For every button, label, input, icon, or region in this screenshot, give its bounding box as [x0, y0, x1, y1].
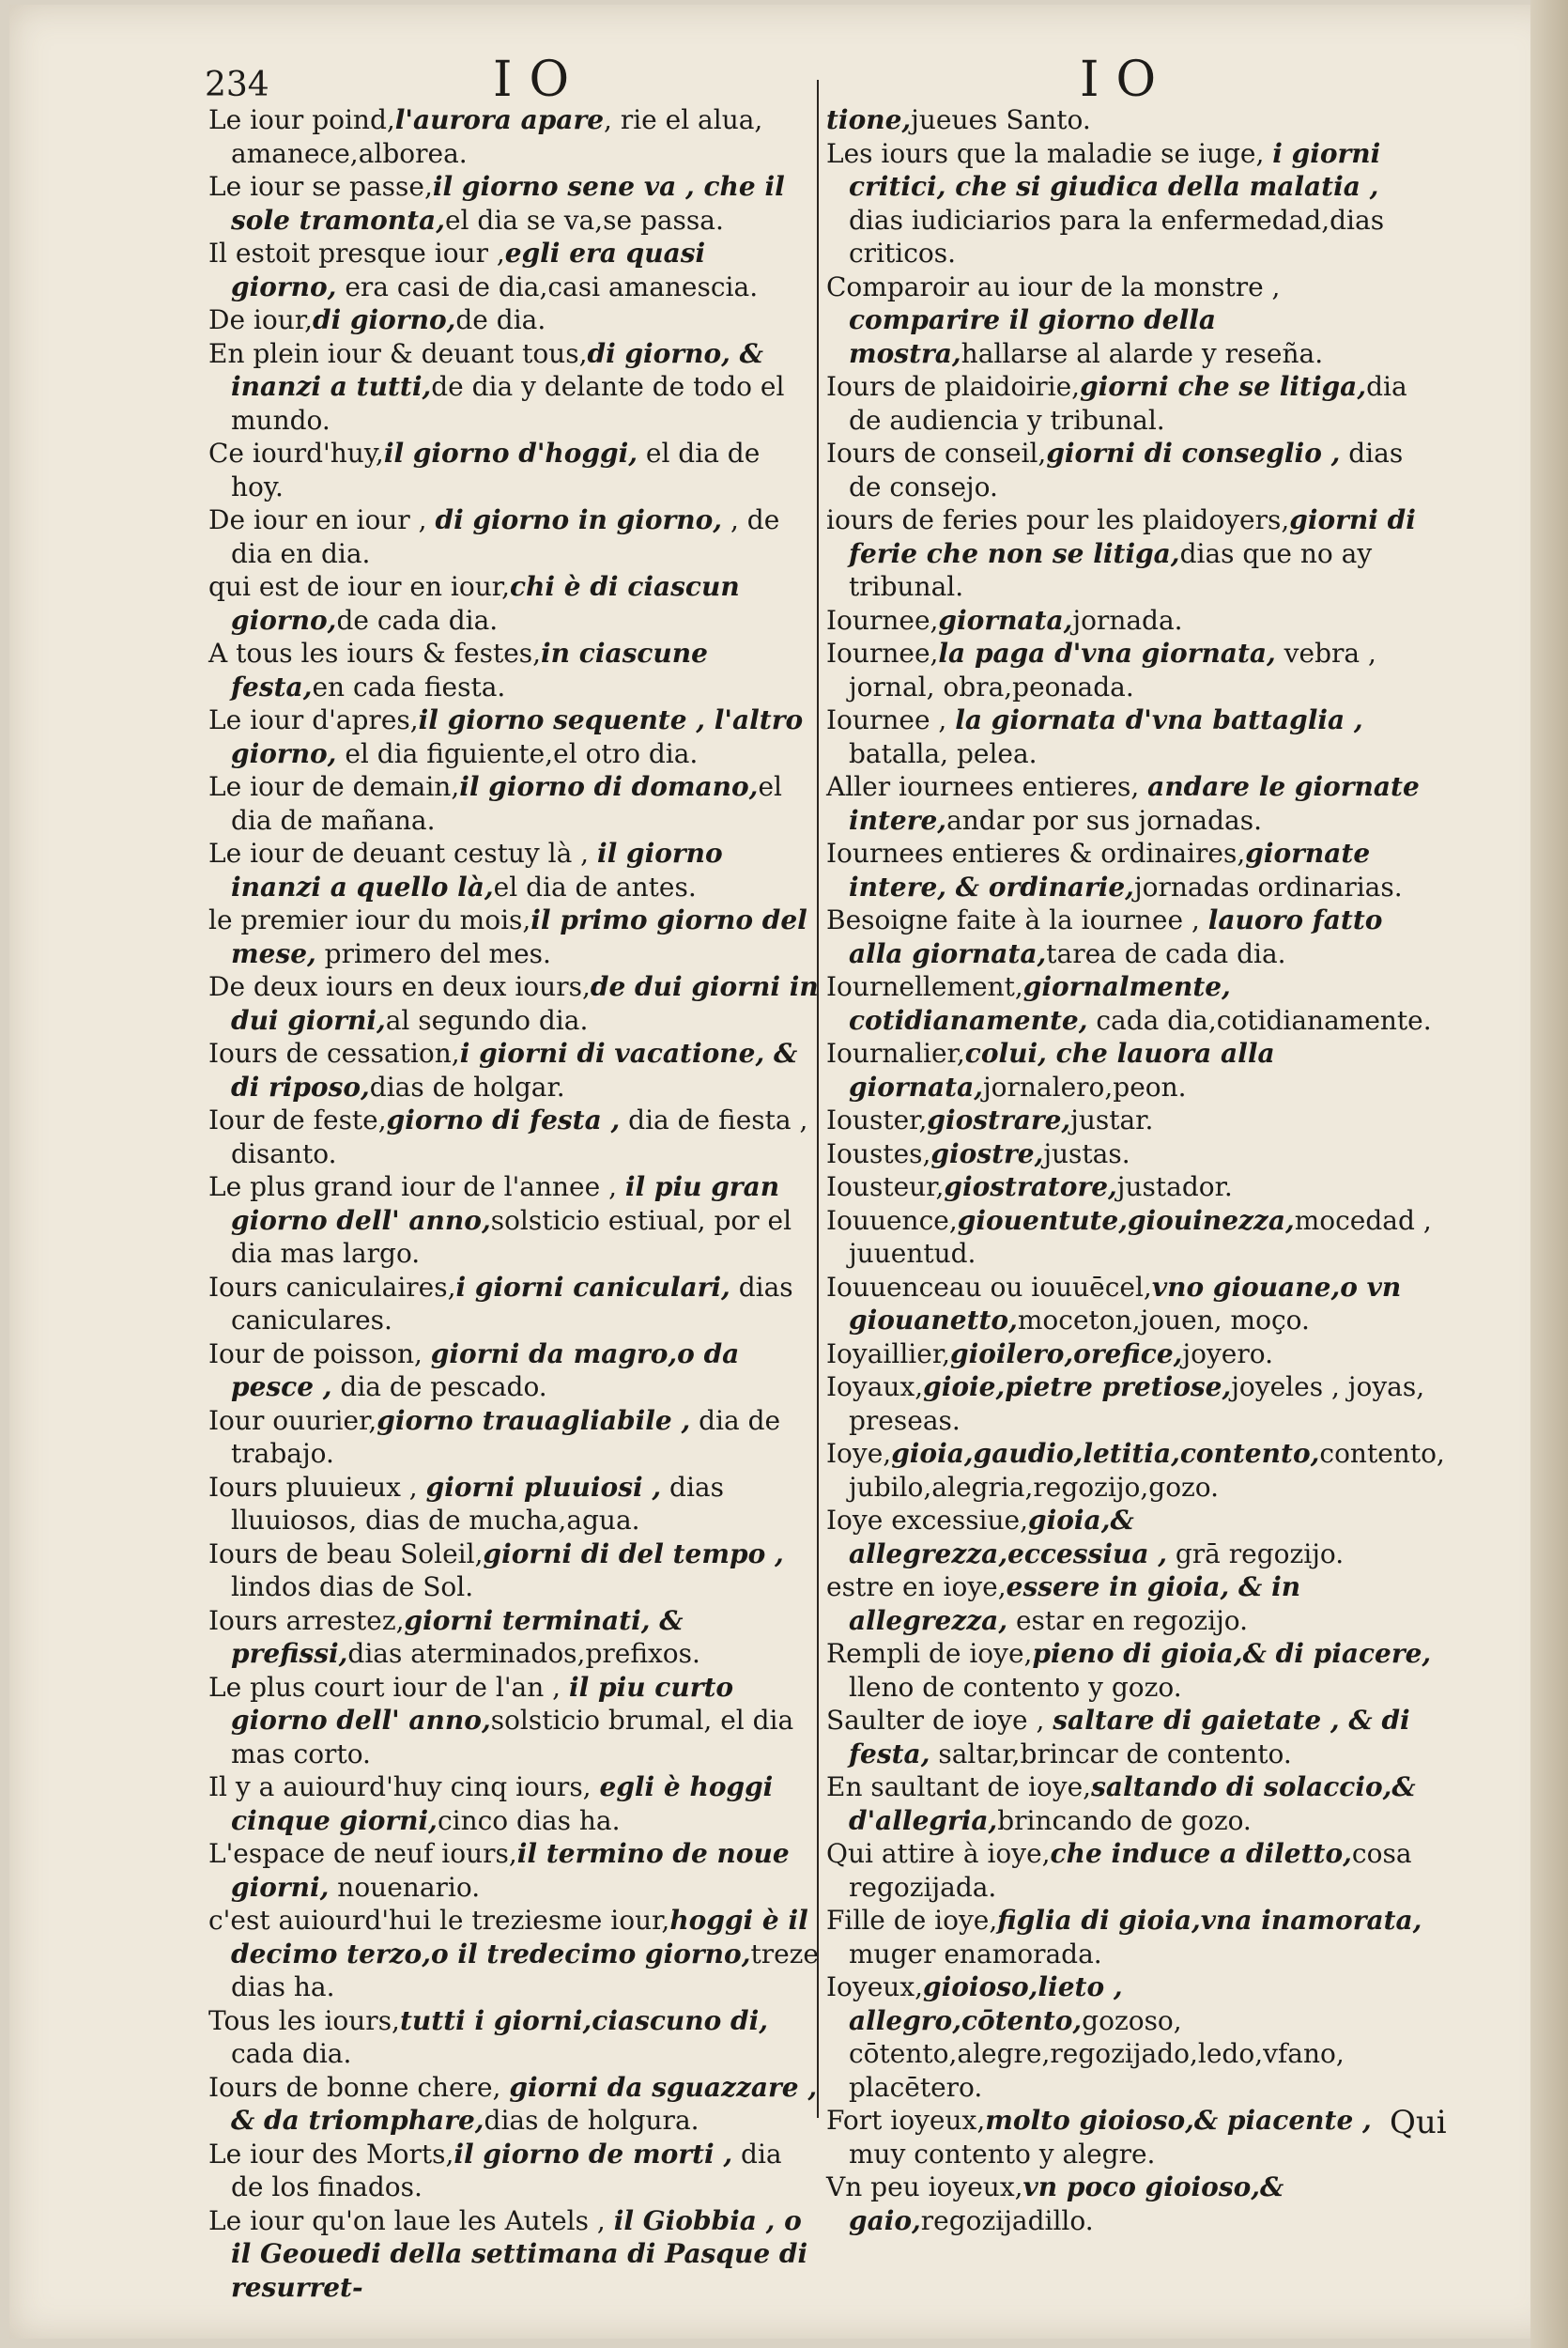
entry-headword: Iournee ,	[826, 704, 956, 735]
entry-italian: tutti i giorni,ciascuno di,	[399, 2004, 769, 2036]
dictionary-entry	[208, 1537, 819, 1604]
entry-spanish: cada dia.	[231, 2038, 352, 2069]
entry-spanish: dias lluuiosos, dias de mucha,agua.	[231, 1471, 724, 1536]
entry-spanish: dia de fiesta , disanto.	[231, 1104, 808, 1169]
entry-headword: qui est de iour en iour,	[208, 571, 510, 602]
dictionary-entry	[826, 503, 1437, 604]
entry-headword: Iour ouurier,	[208, 1404, 377, 1436]
entry-headword: Besoigne faite à la iournee ,	[826, 904, 1208, 935]
dictionary-entry	[826, 1271, 1437, 1337]
entry-spanish: dias aterminados,prefixos.	[347, 1638, 700, 1669]
dictionary-entry	[208, 103, 819, 170]
entry-spanish: dia de los finados.	[231, 2138, 782, 2202]
entry-headword: Iournee,	[826, 638, 939, 669]
dictionary-entry	[826, 1637, 1437, 1704]
entry-spanish: estar en regozijo.	[1007, 1604, 1249, 1636]
dictionary-entry	[826, 2170, 1437, 2237]
entry-spanish: el dia se va,se passa.	[444, 204, 724, 236]
dictionary-entry	[208, 1904, 819, 2004]
entry-italian: lauoro fatto alla giornata,	[849, 904, 1383, 969]
dictionary-entry	[208, 1671, 819, 1771]
entry-headword: Iouuenceau ou iouuēcel,	[826, 1271, 1152, 1303]
entry-italian: colui, che lauora alla giornata,	[849, 1038, 1275, 1103]
dictionary-entry	[208, 1471, 819, 1537]
entry-headword: Le iour qu'on laue les Autels ,	[208, 2204, 614, 2236]
dictionary-entry	[208, 770, 819, 837]
entry-italian: chi è di ciascun giorno,	[231, 571, 740, 636]
entry-spanish: solsticio estiual, por el dia mas largo.	[231, 1204, 792, 1269]
dictionary-entry	[826, 904, 1437, 970]
entry-headword: Ioyaillier,	[826, 1337, 951, 1369]
entry-spanish: saltar,brincar de contento.	[930, 1738, 1292, 1769]
dictionary-entry	[826, 703, 1437, 770]
dictionary-entry	[826, 1770, 1437, 1837]
entry-spanish: brincando de gozo.	[997, 1804, 1252, 1836]
dictionary-entry	[208, 2071, 819, 2138]
entry-spanish: solsticio brumal, el dia mas corto.	[231, 1705, 794, 1769]
entry-spanish: tarea de cada dia.	[1046, 937, 1286, 969]
entry-italian: giorni pluuiosi ,	[425, 1471, 662, 1503]
entry-spanish: el dia de mañana.	[231, 771, 782, 836]
entry-headword: Saulter de ioye ,	[826, 1705, 1053, 1736]
entry-spanish: muy contento y alegre.	[849, 2138, 1156, 2170]
dictionary-entry	[826, 270, 1437, 371]
dictionary-entry	[826, 770, 1437, 837]
entry-spanish: dias que no ay tribunal.	[849, 537, 1373, 602]
entry-italian: il piu gran giorno dell' anno,	[231, 1171, 780, 1236]
entry-headword: Iournee,	[826, 604, 939, 636]
entry-italian: gioilero,orefice,	[950, 1337, 1183, 1369]
dictionary-entry	[826, 1137, 1437, 1171]
entry-italian: i giorni di vacatione, & di riposo,	[231, 1038, 798, 1103]
entry-italian: il giorno d'hoggi,	[383, 438, 638, 469]
entry-italian: vn poco gioioso,& gaio,	[849, 2171, 1284, 2236]
dictionary-entry	[826, 1504, 1437, 1570]
dictionary-entry	[208, 337, 819, 438]
entry-italian: giornata,	[938, 604, 1073, 636]
entry-italian: la paga d'vna giornata,	[938, 638, 1276, 669]
entry-italian: i giorni critici, che si giudica della malatia ,	[849, 137, 1381, 202]
entry-headword: Fille de ioye,	[826, 1905, 998, 1936]
entry-italian: di giorno,	[312, 304, 456, 335]
entry-spanish: lindos dias de Sol.	[231, 1571, 474, 1602]
entry-headword: Qui attire à ioye,	[826, 1838, 1051, 1869]
entry-spanish: dias iudiciarios para la enfermedad,dias criticos.	[849, 204, 1385, 269]
dictionary-entry	[826, 1370, 1437, 1437]
dictionary-entry	[208, 904, 819, 970]
entry-italian: giouentute,giouinezza,	[957, 1204, 1295, 1236]
page-number: 234	[205, 66, 269, 104]
right-column	[826, 103, 1445, 2237]
entry-italian: la giornata d'vna battaglia ,	[955, 704, 1363, 735]
entry-spanish: batalla, pelea.	[849, 737, 1038, 769]
dictionary-entry	[826, 437, 1437, 503]
dictionary-entry	[208, 1337, 819, 1404]
entry-spanish: dias caniculares.	[231, 1271, 793, 1336]
page-header	[0, 38, 1568, 113]
dictionary-entry	[826, 1170, 1437, 1204]
entry-italian: l'aurora apare	[394, 104, 605, 135]
dictionary-entry	[208, 637, 819, 703]
dictionary-entry	[826, 1337, 1437, 1371]
dictionary-entry	[826, 1204, 1437, 1271]
dictionary-entry	[826, 1037, 1437, 1104]
entry-italian: essere in gioia, & in allegrezza,	[849, 1571, 1301, 1636]
entry-spanish: cinco dias ha.	[437, 1804, 621, 1836]
dictionary-entry	[208, 1604, 819, 1671]
entry-headword: Iousteur,	[826, 1171, 945, 1202]
entry-headword: Le plus grand iour de l'annee ,	[208, 1171, 625, 1202]
entry-headword: le premier iour du mois,	[208, 904, 531, 935]
entry-headword: Fort ioyeux,	[826, 2105, 986, 2136]
entry-headword: Iours de cessation,	[208, 1038, 460, 1069]
entry-italian: che induce a diletto,	[1050, 1838, 1352, 1869]
entry-italian: giorni da sguazzare , & da triomphare,	[231, 2071, 818, 2136]
entry-headword: Iournees entieres & ordinaires,	[826, 838, 1246, 869]
entry-headword: Tous les iours,	[208, 2004, 400, 2036]
dictionary-entry	[208, 170, 819, 237]
entry-spanish: primero del mes.	[315, 937, 551, 969]
entry-headword: Le iour de demain,	[208, 771, 460, 802]
entry-spanish: lleno de contento y gozo.	[849, 1671, 1182, 1703]
entry-spanish: el dia de hoy.	[231, 438, 761, 502]
entry-italian: hoggi è il decimo terzo,o il tredecimo giorno,	[231, 1905, 808, 1970]
entry-italian: pieno di gioia,& di piacere,	[1032, 1638, 1432, 1669]
entry-spanish: justar.	[1070, 1104, 1154, 1135]
entry-italian: giostratore,	[944, 1171, 1117, 1202]
entry-spanish: de dia.	[455, 304, 546, 335]
entry-italian: saltando di solaccio,& d'allegria,	[849, 1771, 1416, 1836]
entry-spanish: joyeles , joyas, preseas.	[849, 1371, 1425, 1436]
entry-italian: vno giouane,o vn giouanetto,	[849, 1271, 1402, 1336]
entry-italian: giorni che se litiga,	[1080, 371, 1367, 402]
dictionary-entry	[826, 637, 1437, 703]
dictionary-entry	[208, 503, 819, 570]
entry-spanish: de cada dia.	[336, 604, 499, 636]
entry-headword: Iours pluuieux ,	[208, 1471, 426, 1503]
entry-spanish: andar por sus jornadas.	[946, 804, 1262, 836]
entry-italian: giorni di ferie che non se litiga,	[849, 504, 1416, 569]
entry-headword: A tous les iours & festes,	[208, 638, 542, 669]
entry-italian: giornate intere, & ordinarie,	[849, 838, 1371, 903]
entry-headword: Le iour de deuant cestuy là ,	[208, 838, 597, 869]
entry-spanish: dia de audiencia y tribunal.	[849, 371, 1407, 436]
entry-italian: giostre,	[930, 1137, 1044, 1169]
dictionary-entry	[208, 1837, 819, 1904]
entry-spanish: jornadas ordinarias.	[1133, 871, 1403, 903]
entry-headword: c'est auiourd'hui le treziesme iour,	[208, 1905, 670, 1936]
entry-spanish: justador.	[1116, 1171, 1233, 1202]
entry-italian: giostrare,	[927, 1104, 1071, 1135]
entry-italian: il giorno inanzi a quello là,	[231, 838, 723, 903]
entry-headword: Iours de beau Soleil,	[208, 1537, 484, 1569]
page-edge	[1530, 0, 1568, 2348]
entry-headword: Les iours que la maladie se iuge,	[826, 137, 1273, 169]
entry-headword: En saultant de ioye,	[826, 1771, 1092, 1802]
entry-headword: Vn peu ioyeux,	[826, 2171, 1023, 2202]
entry-headword: Ce iourd'huy,	[208, 438, 384, 469]
entry-headword: Aller iournees entieres,	[826, 771, 1148, 802]
entry-spanish: justas.	[1043, 1137, 1130, 1169]
entry-spanish: al segundo dia.	[385, 1004, 589, 1036]
entry-italian: il piu curto giorno dell' anno,	[231, 1671, 734, 1736]
entry-spanish: dias de holgura.	[484, 2105, 699, 2136]
entry-italian: il Giobbia , o il Geouedi della settimana di Pasque di resurret-	[231, 2204, 808, 2303]
dictionary-entry	[826, 1970, 1437, 2104]
entry-headword: De iour en iour ,	[208, 504, 436, 535]
entry-headword: Ioye,	[826, 1438, 892, 1469]
entry-headword: De iour,	[208, 304, 313, 335]
entry-headword: Iours de plaidoirie,	[826, 371, 1081, 402]
entry-spanish: jornalero,peon.	[982, 1071, 1187, 1103]
dictionary-entry	[208, 2004, 819, 2071]
entry-spanish: moceton,jouen, moço.	[1017, 1305, 1310, 1336]
entry-spanish: regozijadillo.	[920, 2204, 1094, 2236]
entry-italian: saltare di gaietate , & di festa,	[849, 1705, 1410, 1769]
entry-italian: il giorno de morti ,	[453, 2138, 733, 2170]
dictionary-entry	[826, 1570, 1437, 1637]
entry-headword: estre en ioye,	[826, 1571, 1007, 1602]
entry-spanish: dias de holgar.	[369, 1071, 565, 1103]
entry-italian: il giorno sequente , l'altro giorno,	[231, 704, 804, 769]
entry-headword: Iours de bonne chere,	[208, 2071, 510, 2103]
dictionary-entry	[826, 604, 1437, 638]
running-head-right: IO	[1080, 52, 1174, 108]
entry-headword: Le iour se passe,	[208, 171, 433, 202]
entry-italian: andare le giornate intere,	[849, 771, 1420, 836]
entry-italian: il termino de noue giorni,	[231, 1838, 790, 1903]
dictionary-entry	[208, 1037, 819, 1104]
entry-spanish: de dia y delante de todo el mundo.	[231, 371, 785, 436]
entry-headword: Rempli de ioye,	[826, 1638, 1033, 1669]
entry-italian: giorni di del tempo ,	[483, 1537, 784, 1569]
entry-spanish: el dia figuiente,el otro dia.	[336, 737, 699, 769]
dictionary-entry	[208, 1770, 819, 1837]
dictionary-entry	[208, 2204, 819, 2305]
entry-spanish: contento, jubilo,alegria,regozijo,gozo.	[849, 1438, 1445, 1503]
entry-spanish: mocedad , juuentud.	[849, 1204, 1432, 1269]
entry-italian: tione,	[826, 104, 912, 135]
entry-italian: il primo giorno del mese,	[231, 904, 807, 969]
entry-headword: Iour de poisson,	[208, 1337, 431, 1369]
dictionary-entry	[826, 1704, 1437, 1770]
entry-italian: il giorno di domano,	[459, 771, 759, 802]
entry-spanish: grā regozijo.	[1166, 1537, 1345, 1569]
entry-headword: Le plus court iour de l'an ,	[208, 1671, 569, 1703]
entry-italian: gioie,pietre pretiose,	[923, 1371, 1232, 1402]
entry-italian: giorni terminati, & prefissi,	[231, 1604, 684, 1669]
entry-headword: Iouuence,	[826, 1204, 958, 1236]
entry-spanish: gozoso, cōtento,alegre,regozijado,ledo,vfano, placētero.	[849, 2004, 1345, 2103]
dictionary-entry	[826, 2104, 1437, 2170]
entry-italian: giorni da magro,o da pesce ,	[231, 1337, 740, 1402]
dictionary-entry	[208, 837, 819, 904]
dictionary-entry	[826, 1837, 1437, 1904]
entry-italian: giorno di festa ,	[386, 1104, 621, 1135]
entry-headword: Il y a auiourd'huy cinq iours,	[208, 1771, 600, 1802]
entry-italian: gioia,& allegrezza,eccessiua ,	[849, 1505, 1167, 1569]
dictionary-entry	[826, 370, 1437, 437]
entry-italian: egli era quasi giorno,	[231, 238, 706, 302]
entry-headword: En plein iour & deuant tous,	[208, 337, 588, 369]
dictionary-entry	[208, 237, 819, 303]
entry-italian: in ciascune festa,	[231, 638, 708, 703]
entry-italian: de dui giorni in dui giorni,	[231, 971, 819, 1036]
entry-italian: il giorno sene va , che il sole tramonta,	[231, 171, 785, 236]
entry-spanish: joyero.	[1182, 1337, 1273, 1369]
dictionary-entry	[208, 1104, 819, 1170]
dictionary-entry	[826, 970, 1437, 1037]
entry-headword: Iours caniculaires,	[208, 1271, 456, 1303]
entry-spanish: hallarse al alarde y reseña.	[961, 337, 1324, 369]
entry-headword: Ioye excessiue,	[826, 1505, 1029, 1536]
entry-italian: giorni di conseglio ,	[1046, 438, 1341, 469]
running-head-left: IO	[493, 52, 587, 108]
entry-italian: di giorno, & inanzi a tutti,	[231, 337, 763, 402]
entry-spanish: treze dias ha.	[231, 1938, 819, 2002]
entry-italian: gioioso,lieto , allegro,cōtento,	[849, 1971, 1123, 2036]
dictionary-entry	[208, 303, 819, 337]
entry-spanish: cosa regozijada.	[849, 1838, 1412, 1903]
entry-italian: comparire il giorno della mostra,	[849, 304, 1217, 369]
entry-spanish: muger enamorada.	[849, 1938, 1102, 1970]
entry-headword: Le iour des Morts,	[208, 2138, 454, 2170]
entry-headword: Le iour poind,	[208, 104, 395, 135]
entry-italian: giorno trauagliabile ,	[377, 1404, 691, 1436]
dictionary-entry	[826, 1104, 1437, 1137]
entry-spanish: dia de trabajo.	[231, 1404, 781, 1469]
entry-spanish: dias de consejo.	[849, 438, 1404, 502]
entry-headword: Il estoit presque iour ,	[208, 238, 505, 269]
entry-spanish: el dia de antes.	[493, 871, 697, 903]
entry-spanish: dia de pescado.	[331, 1371, 547, 1402]
dictionary-entry	[208, 1271, 819, 1337]
catchword: Qui	[1390, 2104, 1447, 2141]
entry-headword: iours de feries pour les plaidoyers,	[826, 504, 1290, 535]
dictionary-entry	[208, 2138, 819, 2204]
entry-spanish: nouenario.	[329, 1871, 481, 1903]
entry-italian: giornalmente, cotidianamente,	[849, 971, 1231, 1036]
entry-headword: L'espace de neuf iours,	[208, 1838, 517, 1869]
entry-spanish: cada dia,cotidianamente.	[1087, 1004, 1432, 1036]
entry-italian: di giorno in giorno,	[435, 504, 723, 535]
dictionary-entry	[826, 137, 1437, 270]
entry-headword: Comparoir au iour de la monstre ,	[826, 270, 1281, 302]
dictionary-entry	[826, 1437, 1445, 1504]
entry-headword: Iour de feste,	[208, 1104, 387, 1135]
dictionary-entry	[208, 970, 819, 1037]
entry-headword: Le iour d'apres,	[208, 704, 419, 735]
dictionary-entry	[826, 837, 1437, 904]
dictionary-entry	[826, 1904, 1437, 1970]
entry-headword: Iours arrestez,	[208, 1604, 405, 1636]
entry-spanish: vebra , jornal, obra,peonada.	[849, 638, 1376, 703]
entry-spanish: , rie el alua, amanece,alborea.	[231, 104, 763, 169]
dictionary-entry	[208, 1170, 819, 1271]
dictionary-entry	[208, 703, 819, 770]
entry-headword: Iournellement,	[826, 971, 1023, 1002]
left-column	[208, 103, 819, 2304]
entry-headword: Iouster,	[826, 1104, 928, 1135]
entry-headword: Ioyaux,	[826, 1371, 924, 1402]
entry-spanish: , de dia en dia.	[231, 504, 780, 569]
dictionary-entry	[208, 1404, 819, 1471]
entry-spanish: jornada.	[1072, 604, 1183, 636]
entry-spanish: jueues Santo.	[911, 104, 1091, 135]
entry-headword: Iournalier,	[826, 1038, 965, 1069]
entry-italian: i giorni caniculari,	[455, 1271, 730, 1303]
entry-italian: molto gioioso,& piacente ,	[985, 2105, 1372, 2136]
entry-headword: Ioyeux,	[826, 1971, 924, 2002]
entry-italian: figlia di gioia,vna inamorata,	[997, 1905, 1422, 1936]
dictionary-entry	[208, 437, 819, 503]
entry-spanish: en cada fiesta.	[312, 671, 506, 703]
dictionary-entry	[826, 103, 1437, 137]
entry-headword: Ioustes,	[826, 1137, 931, 1169]
entry-italian: gioia,gaudio,letitia,contento,	[891, 1438, 1320, 1469]
entry-spanish: era casi de dia,casi amanescia.	[336, 270, 759, 302]
entry-headword: Iours de conseil,	[826, 438, 1047, 469]
entry-headword: De deux iours en deux iours,	[208, 971, 591, 1002]
dictionary-entry	[208, 570, 819, 637]
entry-italian: egli è hoggi cinque giorni,	[231, 1771, 774, 1836]
